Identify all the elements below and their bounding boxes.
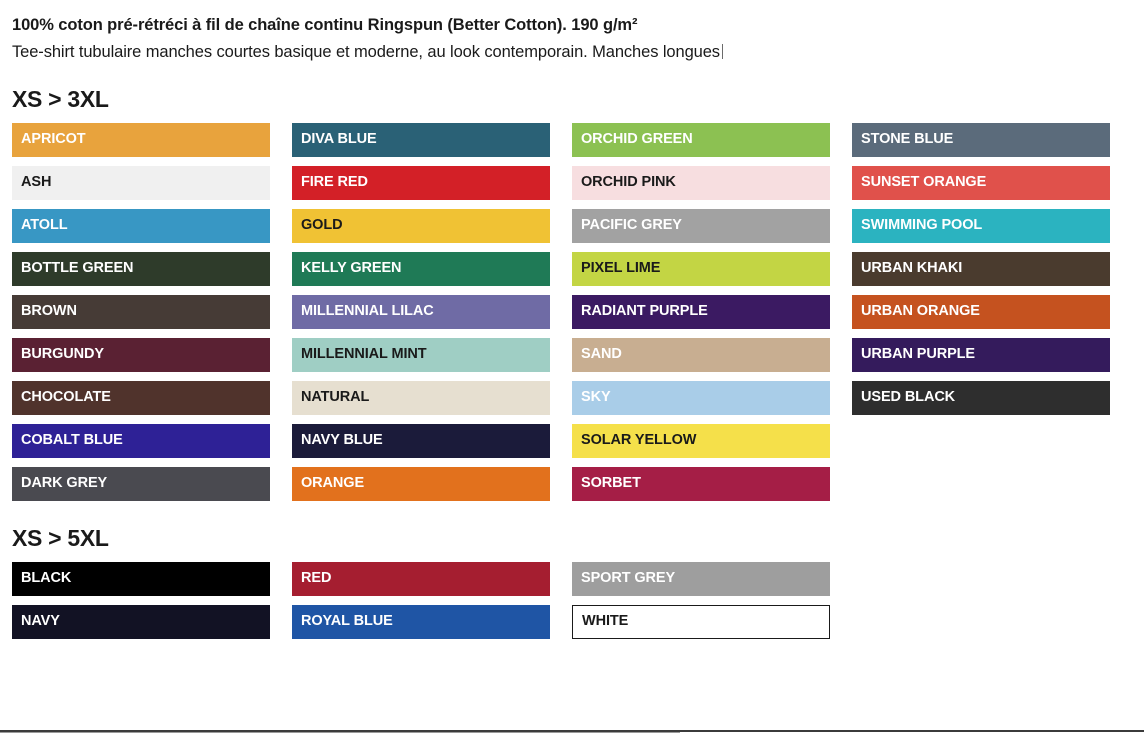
color-swatch[interactable] [292, 424, 550, 458]
color-swatch[interactable] [572, 252, 830, 286]
color-swatch-label: CHOCOLATE [21, 389, 111, 406]
color-swatch[interactable] [292, 166, 550, 200]
color-swatch-label: BOTTLE GREEN [21, 260, 134, 277]
color-swatch[interactable] [852, 252, 1110, 286]
color-swatch[interactable] [12, 338, 270, 372]
color-swatch-empty [852, 562, 1110, 596]
color-swatch-label: NAVY BLUE [301, 432, 383, 449]
color-swatch-label: SORBET [581, 475, 641, 492]
color-swatch[interactable] [292, 381, 550, 415]
color-swatch-label: NATURAL [301, 389, 370, 406]
color-swatch[interactable] [12, 381, 270, 415]
color-swatch-label: KELLY GREEN [301, 260, 402, 277]
color-swatch[interactable] [852, 166, 1110, 200]
color-swatch[interactable] [12, 467, 270, 501]
color-swatch-empty [852, 605, 1110, 639]
color-swatch-label: MILLENNIAL LILAC [301, 303, 434, 320]
color-swatch[interactable] [292, 295, 550, 329]
color-swatch-label: RADIANT PURPLE [581, 303, 708, 320]
color-swatch-label: URBAN ORANGE [861, 303, 980, 320]
color-swatch-label: BLACK [21, 570, 72, 587]
color-swatch[interactable] [292, 467, 550, 501]
color-swatch[interactable] [12, 424, 270, 458]
color-swatch-label: URBAN KHAKI [861, 260, 963, 277]
color-swatch[interactable] [292, 252, 550, 286]
color-swatch-label: SAND [581, 346, 622, 363]
color-swatch-empty [852, 467, 1110, 501]
color-swatch[interactable] [852, 338, 1110, 372]
product-description-detail [12, 41, 1114, 63]
color-swatch-label: NAVY [21, 613, 60, 630]
color-swatch[interactable] [572, 166, 830, 200]
color-swatch-label: GOLD [301, 217, 343, 234]
color-swatch[interactable] [852, 381, 1110, 415]
color-swatch-label: SUNSET ORANGE [861, 174, 987, 191]
color-swatch[interactable] [292, 209, 550, 243]
color-swatch-label: SPORT GREY [581, 570, 676, 587]
product-description-bold: 100% coton pré-rétréci à fil de chaîne continu Ringspun (Better Cotton). 190 g/m² [12, 16, 638, 34]
color-swatch[interactable] [572, 123, 830, 157]
color-swatch[interactable] [572, 295, 830, 329]
text-caret [722, 44, 723, 59]
color-swatch[interactable] [12, 562, 270, 596]
color-swatch-label: COBALT BLUE [21, 432, 123, 449]
color-grid-xs-3xl [12, 123, 1114, 501]
footer-divider [0, 730, 1144, 732]
color-swatch-label: BROWN [21, 303, 77, 320]
color-swatch[interactable] [572, 562, 830, 596]
color-swatch-label: SKY [581, 389, 611, 406]
color-swatch[interactable] [12, 209, 270, 243]
color-grid-xs-5xl [12, 562, 1114, 639]
color-swatch[interactable] [572, 467, 830, 501]
color-swatch-label: SOLAR YELLOW [581, 432, 697, 449]
color-swatch[interactable] [572, 209, 830, 243]
color-swatch-label: FIRE RED [301, 174, 368, 191]
color-swatch-label: BURGUNDY [21, 346, 104, 363]
color-swatch-label: STONE BLUE [861, 131, 954, 148]
color-swatch[interactable] [852, 123, 1110, 157]
color-swatch-label: ASH [21, 174, 52, 191]
color-swatch-label: MILLENNIAL MINT [301, 346, 427, 363]
color-swatch[interactable] [12, 166, 270, 200]
color-swatch-label: ORCHID PINK [581, 174, 676, 191]
section-title-xs-5xl: XS > 5XL [12, 524, 109, 551]
color-swatch[interactable] [12, 252, 270, 286]
section-title-xs-3xl: XS > 3XL [12, 85, 109, 112]
color-swatch[interactable] [572, 605, 830, 639]
color-swatch-label: URBAN PURPLE [861, 346, 976, 363]
color-swatch[interactable] [292, 123, 550, 157]
color-swatch[interactable] [12, 295, 270, 329]
color-swatch[interactable] [852, 209, 1110, 243]
color-swatch-label: USED BLACK [861, 389, 956, 406]
color-swatch[interactable] [572, 338, 830, 372]
color-swatch-label: DARK GREY [21, 475, 108, 492]
color-swatch-label: RED [301, 570, 332, 587]
color-swatch-label: ORCHID GREEN [581, 131, 693, 148]
color-swatch-label: ROYAL BLUE [301, 613, 393, 630]
color-swatch[interactable] [572, 424, 830, 458]
color-swatch-empty [852, 424, 1110, 458]
color-swatch-label: APRICOT [21, 131, 86, 148]
color-swatch[interactable] [572, 381, 830, 415]
color-swatch[interactable] [12, 123, 270, 157]
color-swatch[interactable] [292, 562, 550, 596]
color-swatch-label: SWIMMING POOL [861, 217, 983, 234]
color-swatch-label: DIVA BLUE [301, 131, 377, 148]
color-swatch-label: PACIFIC GREY [581, 217, 682, 234]
color-swatch[interactable] [292, 605, 550, 639]
color-swatch-label: ATOLL [21, 217, 68, 234]
color-swatch[interactable] [292, 338, 550, 372]
color-swatch[interactable] [852, 295, 1110, 329]
color-swatch-label: WHITE [582, 613, 629, 630]
color-swatch[interactable] [12, 605, 270, 639]
color-swatch-label: PIXEL LIME [581, 260, 661, 277]
product-description-detail-text: Tee-shirt tubulaire manches courtes basique et moderne, au look contemporain. Manches longues [12, 43, 720, 62]
color-swatch-label: ORANGE [301, 475, 365, 492]
